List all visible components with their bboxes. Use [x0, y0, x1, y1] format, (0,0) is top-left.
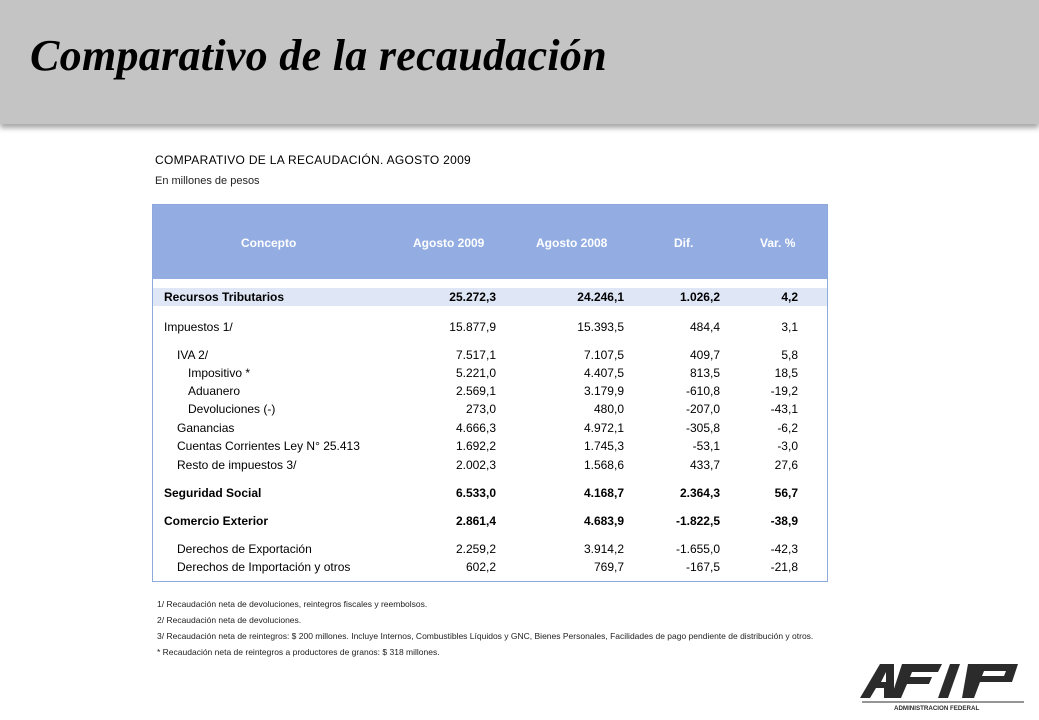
- footnote-2: 2/ Recaudación neta de devoluciones.: [157, 615, 302, 625]
- table-row: [153, 364, 827, 382]
- value-var: 3,1: [781, 320, 798, 334]
- table-row: [153, 400, 827, 418]
- value-dif: 484,4: [689, 320, 720, 334]
- value-agosto-2008: 4.972,1: [583, 421, 624, 435]
- value-var: 4,2: [781, 290, 798, 304]
- revenue-table: [152, 204, 828, 582]
- value-var: 18,5: [774, 366, 798, 380]
- value-dif: -53,1: [692, 439, 720, 453]
- value-var: -38,9: [770, 514, 798, 528]
- row-label: Aduanero: [188, 384, 241, 398]
- value-agosto-2008: 15.393,5: [577, 320, 624, 334]
- header-band: [0, 0, 1039, 124]
- value-var: -6,2: [777, 421, 798, 435]
- value-agosto-2009: 25.272,3: [449, 290, 496, 304]
- value-agosto-2009: 7.517,1: [455, 348, 496, 362]
- row-label: Cuentas Corrientes Ley N° 25.413: [177, 439, 360, 453]
- value-agosto-2008: 769,7: [593, 560, 624, 574]
- row-label: Seguridad Social: [164, 486, 262, 500]
- value-dif: -207,0: [685, 402, 720, 416]
- value-dif: 433,7: [689, 458, 720, 472]
- row-label: IVA 2/: [177, 348, 209, 362]
- table-row: [153, 419, 827, 437]
- value-agosto-2008: 1.568,6: [583, 458, 624, 472]
- value-var: -43,1: [770, 402, 798, 416]
- value-agosto-2008: 7.107,5: [583, 348, 624, 362]
- value-dif: -305,8: [685, 421, 720, 435]
- table-row: [153, 346, 827, 364]
- value-dif: -1.655,0: [675, 542, 720, 556]
- footnotes: [157, 598, 837, 662]
- value-var: 5,8: [781, 348, 798, 362]
- value-var: -3,0: [777, 439, 798, 453]
- value-agosto-2009: 15.877,9: [449, 320, 496, 334]
- value-dif: -610,8: [685, 384, 720, 398]
- table-row: [153, 318, 827, 336]
- row-label: Comercio Exterior: [164, 514, 269, 528]
- value-agosto-2009: 4.666,3: [455, 421, 496, 435]
- value-agosto-2008: 4.407,5: [583, 366, 624, 380]
- value-agosto-2009: 1.692,2: [455, 439, 496, 453]
- value-var: -21,8: [770, 560, 798, 574]
- row-label: Impuestos 1/: [164, 320, 233, 334]
- value-agosto-2009: 2.259,2: [455, 542, 496, 556]
- footnote-3: 3/ Recaudación neta de reintegros: $ 200 millones. Incluye Internos, Combustibles Líquidos y GNC, Bienes Personales, Facilidades de pago pendiente de distribución y otros.: [157, 631, 814, 641]
- value-agosto-2009: 273,0: [465, 402, 496, 416]
- header-dif: Dif.: [674, 236, 694, 250]
- header-agosto-2008: Agosto 2008: [536, 236, 608, 250]
- row-label: Impositivo *: [188, 366, 251, 380]
- value-agosto-2009: 2.861,4: [455, 514, 496, 528]
- table-row: [153, 484, 827, 502]
- report-title: COMPARATIVO DE LA RECAUDACIÓN. AGOSTO 2009: [155, 153, 472, 167]
- footnote-1: 1/ Recaudación neta de devoluciones, reintegros fiscales y reembolsos.: [157, 599, 428, 609]
- value-var: -42,3: [770, 542, 798, 556]
- slide-title: Comparativo de la recaudación: [30, 31, 608, 80]
- logo-subtitle: ADMINISTRACION FEDERAL: [894, 705, 980, 712]
- header-agosto-2009: Agosto 2009: [413, 236, 485, 250]
- value-agosto-2008: 480,0: [593, 402, 624, 416]
- value-agosto-2008: 3.914,2: [583, 542, 624, 556]
- value-var: 56,7: [774, 486, 798, 500]
- value-dif: 1.026,2: [679, 290, 720, 304]
- value-agosto-2009: 5.221,0: [455, 366, 496, 380]
- afip-logo: [858, 660, 1030, 712]
- table-row: [153, 456, 827, 474]
- row-label: Devoluciones (-): [188, 402, 276, 416]
- table-row: [153, 540, 827, 558]
- report-subtitle: En millones de pesos: [155, 175, 260, 187]
- row-label: Recursos Tributarios: [164, 290, 285, 304]
- row-label: Ganancias: [177, 421, 235, 435]
- table-row: [153, 437, 827, 455]
- table-row: [153, 288, 827, 306]
- table-row: [153, 558, 827, 576]
- header-concepto: Concepto: [241, 236, 297, 250]
- value-agosto-2008: 24.246,1: [577, 290, 624, 304]
- value-dif: 813,5: [689, 366, 720, 380]
- value-dif: -167,5: [685, 560, 720, 574]
- row-label: Derechos de Exportación: [177, 542, 312, 556]
- table-row: [153, 512, 827, 530]
- header-var: Var. %: [760, 236, 796, 250]
- value-dif: 2.364,3: [679, 486, 720, 500]
- value-agosto-2008: 4.683,9: [583, 514, 624, 528]
- value-dif: -1.822,5: [675, 514, 720, 528]
- table-header: [153, 205, 827, 279]
- row-label: Resto de impuestos 3/: [177, 458, 297, 472]
- value-agosto-2009: 2.569,1: [455, 384, 496, 398]
- footnote-4: * Recaudación neta de reintegros a productores de granos: $ 318 millones.: [157, 647, 440, 657]
- value-agosto-2008: 3.179,9: [583, 384, 624, 398]
- value-var: 27,6: [774, 458, 798, 472]
- value-agosto-2009: 2.002,3: [455, 458, 496, 472]
- value-agosto-2009: 602,2: [465, 560, 496, 574]
- value-var: -19,2: [770, 384, 798, 398]
- value-agosto-2009: 6.533,0: [455, 486, 496, 500]
- value-agosto-2008: 1.745,3: [583, 439, 624, 453]
- value-dif: 409,7: [689, 348, 720, 362]
- row-label: Derechos de Importación y otros: [177, 560, 351, 574]
- value-agosto-2008: 4.168,7: [583, 486, 624, 500]
- table-row: [153, 382, 827, 400]
